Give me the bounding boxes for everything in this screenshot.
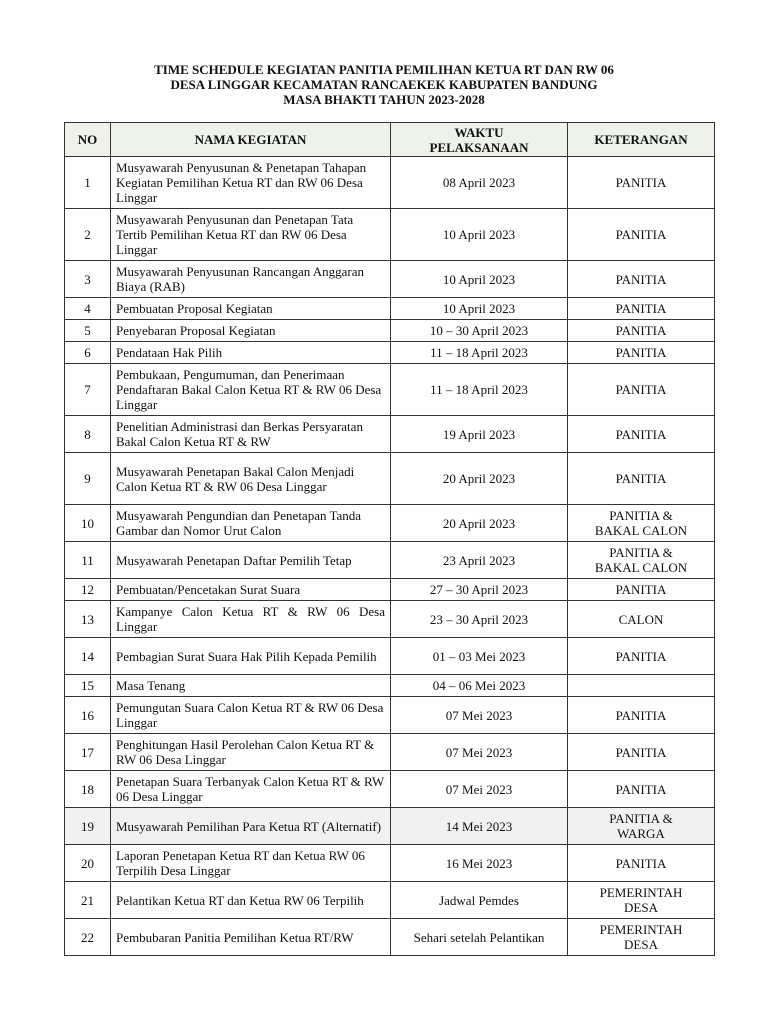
schedule-date: 16 Mei 2023 bbox=[391, 845, 568, 882]
description-note: PANITIA bbox=[568, 697, 715, 734]
activity-name: Musyawarah Penyusunan & Penetapan Tahapan Kegiatan Pemilihan Ketua RT dan RW 06 Desa Linggar bbox=[111, 157, 391, 209]
schedule-date: 20 April 2023 bbox=[391, 453, 568, 505]
description-note: CALON bbox=[568, 601, 715, 638]
activity-name: Pelantikan Ketua RT dan Ketua RW 06 Terpilih bbox=[111, 882, 391, 919]
schedule-table bbox=[64, 122, 715, 956]
activity-name: Kampanye Calon Ketua RT & RW 06 Desa Linggar bbox=[111, 601, 391, 638]
description-note: PANITIA bbox=[568, 453, 715, 505]
activity-name: Pembuatan Proposal Kegiatan bbox=[111, 298, 391, 320]
table-row bbox=[65, 342, 715, 364]
description-note: PANITIA bbox=[568, 364, 715, 416]
schedule-date: 23 – 30 April 2023 bbox=[391, 601, 568, 638]
activity-name: Penelitian Administrasi dan Berkas Persyaratan Bakal Calon Ketua RT & RW bbox=[111, 416, 391, 453]
table-row bbox=[65, 675, 715, 697]
table-row bbox=[65, 808, 715, 845]
row-number: 5 bbox=[65, 320, 111, 342]
row-number: 20 bbox=[65, 845, 111, 882]
description-note: PANITIA bbox=[568, 734, 715, 771]
table-row bbox=[65, 261, 715, 298]
row-number: 3 bbox=[65, 261, 111, 298]
row-number: 12 bbox=[65, 579, 111, 601]
schedule-date: 08 April 2023 bbox=[391, 157, 568, 209]
table-body bbox=[65, 157, 715, 956]
description-note: PANITIA & BAKAL CALON bbox=[568, 542, 715, 579]
table-row bbox=[65, 505, 715, 542]
row-number: 10 bbox=[65, 505, 111, 542]
description-note: PANITIA bbox=[568, 298, 715, 320]
schedule-date: 04 – 06 Mei 2023 bbox=[391, 675, 568, 697]
table-row bbox=[65, 638, 715, 675]
title-line-2: DESA LINGGAR KECAMATAN RANCAEKEK KABUPATEN BANDUNG bbox=[170, 77, 598, 92]
activity-name: Musyawarah Penetapan Daftar Pemilih Tetap bbox=[111, 542, 391, 579]
activity-name: Musyawarah Pemilihan Para Ketua RT (Alternatif) bbox=[111, 808, 391, 845]
schedule-date: 10 April 2023 bbox=[391, 261, 568, 298]
row-number: 14 bbox=[65, 638, 111, 675]
schedule-date: 10 April 2023 bbox=[391, 298, 568, 320]
description-note: PANITIA bbox=[568, 320, 715, 342]
table-row bbox=[65, 209, 715, 261]
document-title bbox=[0, 62, 768, 107]
row-number: 21 bbox=[65, 882, 111, 919]
table-row bbox=[65, 320, 715, 342]
activity-name: Penghitungan Hasil Perolehan Calon Ketua RT & RW 06 Desa Linggar bbox=[111, 734, 391, 771]
table-row bbox=[65, 416, 715, 453]
row-number: 2 bbox=[65, 209, 111, 261]
description-note: PEMERINTAH DESA bbox=[568, 882, 715, 919]
schedule-date: 23 April 2023 bbox=[391, 542, 568, 579]
activity-name: Pembagian Surat Suara Hak Pilih Kepada Pemilih bbox=[111, 638, 391, 675]
activity-name: Pendataan Hak Pilih bbox=[111, 342, 391, 364]
description-note: PANITIA & WARGA bbox=[568, 808, 715, 845]
activity-name: Pembukaan, Pengumuman, dan Penerimaan Pendaftaran Bakal Calon Ketua RT & RW 06 Desa Linggar bbox=[111, 364, 391, 416]
description-note: PANITIA bbox=[568, 771, 715, 808]
schedule-date: 11 – 18 April 2023 bbox=[391, 342, 568, 364]
schedule-date: 10 April 2023 bbox=[391, 209, 568, 261]
table-row bbox=[65, 298, 715, 320]
activity-name: Musyawarah Pengundian dan Penetapan Tanda Gambar dan Nomor Urut Calon bbox=[111, 505, 391, 542]
header-waktu-pelaksanaan: WAKTU PELAKSANAAN bbox=[391, 123, 568, 157]
description-note: PANITIA bbox=[568, 845, 715, 882]
row-number: 11 bbox=[65, 542, 111, 579]
header-keterangan: KETERANGAN bbox=[568, 123, 715, 157]
schedule-date: 07 Mei 2023 bbox=[391, 771, 568, 808]
table-row bbox=[65, 601, 715, 638]
description-note: PANITIA bbox=[568, 579, 715, 601]
schedule-date: Jadwal Pemdes bbox=[391, 882, 568, 919]
activity-name: Pembuatan/Pencetakan Surat Suara bbox=[111, 579, 391, 601]
table-header-row bbox=[65, 123, 715, 157]
table-row bbox=[65, 882, 715, 919]
schedule-date: 20 April 2023 bbox=[391, 505, 568, 542]
table-row bbox=[65, 919, 715, 956]
description-note: PANITIA bbox=[568, 209, 715, 261]
table-row bbox=[65, 364, 715, 416]
row-number: 17 bbox=[65, 734, 111, 771]
schedule-date: 11 – 18 April 2023 bbox=[391, 364, 568, 416]
activity-name: Masa Tenang bbox=[111, 675, 391, 697]
description-note: PANITIA bbox=[568, 416, 715, 453]
description-note: PANITIA bbox=[568, 261, 715, 298]
schedule-date: 07 Mei 2023 bbox=[391, 697, 568, 734]
schedule-date: 07 Mei 2023 bbox=[391, 734, 568, 771]
table-row bbox=[65, 845, 715, 882]
schedule-date: 01 – 03 Mei 2023 bbox=[391, 638, 568, 675]
activity-name: Musyawarah Penetapan Bakal Calon Menjadi Calon Ketua RT & RW 06 Desa Linggar bbox=[111, 453, 391, 505]
schedule-date: Sehari setelah Pelantikan bbox=[391, 919, 568, 956]
description-note: PANITIA & BAKAL CALON bbox=[568, 505, 715, 542]
row-number: 18 bbox=[65, 771, 111, 808]
activity-name: Pemungutan Suara Calon Ketua RT & RW 06 Desa Linggar bbox=[111, 697, 391, 734]
activity-name: Musyawarah Penyusunan Rancangan Anggaran Biaya (RAB) bbox=[111, 261, 391, 298]
table-row bbox=[65, 697, 715, 734]
activity-name: Pembubaran Panitia Pemilihan Ketua RT/RW bbox=[111, 919, 391, 956]
description-note: PEMERINTAH DESA bbox=[568, 919, 715, 956]
title-line-3: MASA BHAKTI TAHUN 2023-2028 bbox=[283, 92, 485, 107]
header-nama-kegiatan: NAMA KEGIATAN bbox=[111, 123, 391, 157]
row-number: 4 bbox=[65, 298, 111, 320]
table-row bbox=[65, 771, 715, 808]
row-number: 15 bbox=[65, 675, 111, 697]
row-number: 6 bbox=[65, 342, 111, 364]
table-row bbox=[65, 579, 715, 601]
header-no: NO bbox=[65, 123, 111, 157]
row-number: 8 bbox=[65, 416, 111, 453]
title-line-1: TIME SCHEDULE KEGIATAN PANITIA PEMILIHAN KETUA RT DAN RW 06 bbox=[154, 62, 614, 77]
activity-name: Penetapan Suara Terbanyak Calon Ketua RT & RW 06 Desa Linggar bbox=[111, 771, 391, 808]
description-note bbox=[568, 675, 715, 697]
schedule-date: 10 – 30 April 2023 bbox=[391, 320, 568, 342]
schedule-date: 27 – 30 April 2023 bbox=[391, 579, 568, 601]
table-row bbox=[65, 734, 715, 771]
description-note: PANITIA bbox=[568, 638, 715, 675]
table-row bbox=[65, 453, 715, 505]
row-number: 13 bbox=[65, 601, 111, 638]
activity-name: Penyebaran Proposal Kegiatan bbox=[111, 320, 391, 342]
activity-name: Laporan Penetapan Ketua RT dan Ketua RW 06 Terpilih Desa Linggar bbox=[111, 845, 391, 882]
activity-name: Musyawarah Penyusunan dan Penetapan Tata Tertib Pemilihan Ketua RT dan RW 06 Desa Linggar bbox=[111, 209, 391, 261]
description-note: PANITIA bbox=[568, 342, 715, 364]
row-number: 19 bbox=[65, 808, 111, 845]
row-number: 9 bbox=[65, 453, 111, 505]
description-note: PANITIA bbox=[568, 157, 715, 209]
schedule-date: 14 Mei 2023 bbox=[391, 808, 568, 845]
row-number: 16 bbox=[65, 697, 111, 734]
schedule-date: 19 April 2023 bbox=[391, 416, 568, 453]
table-row bbox=[65, 157, 715, 209]
table-row bbox=[65, 542, 715, 579]
row-number: 22 bbox=[65, 919, 111, 956]
row-number: 1 bbox=[65, 157, 111, 209]
row-number: 7 bbox=[65, 364, 111, 416]
